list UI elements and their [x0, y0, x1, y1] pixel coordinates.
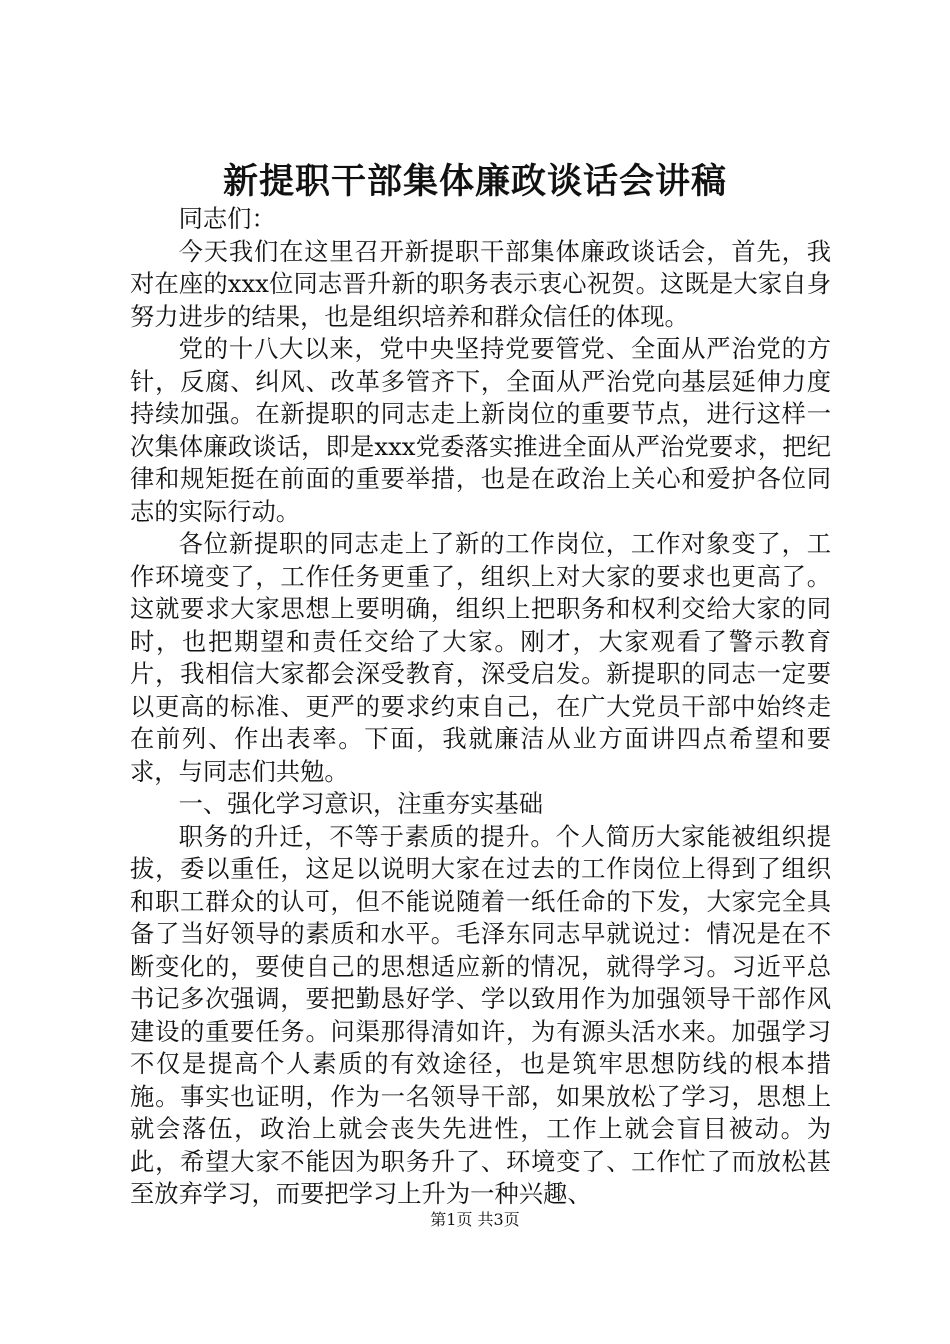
paragraph-2: 党的十八大以来，党中央坚持党要管党、全面从严治党的方针，反腐、纠风、改革多管齐下，全面从严治党向基层延伸力度持续加强。在新提职的同志走上新岗位的重要节点，进行这样一次集体廉政谈话，即是xxx党委落实推进全面从严治党要求，把纪律和规矩挺在前面的重要举措，也是在政治上关心和爱护各位同志的实际行动。 — [130, 334, 831, 526]
section-heading: 一、强化学习意识，注重夯实基础 — [178, 789, 544, 818]
paragraph-1: 今天我们在这里召开新提职干部集体廉政谈话会，首先，我对在座的xxx位同志晋升新的职务表示衷心祝贺。这既是大家自身努力进步的结果，也是组织培养和群众信任的体现。 — [130, 236, 831, 331]
section-paragraph: 职务的升迁，不等于素质的提升。个人简历大家能被组织提拔，委以重任，这足以说明大家在过去的工作岗位上得到了组织和职工群众的认可，但不能说随着一纸任命的下发，大家完全具备了当好领导的素质和水平。毛泽东同志早就说过：情况是在不断变化的，要使自己的思想适应新的情况，就得学习。习近平总书记多次强调，要把勤恳好学、学以致用作为加强领导干部作风建设的重要任务。问渠那得清如许，为有源头活水来。加强学习不仅是提高个人素质的有效途径，也是筑牢思想防线的根本措施。事实也证明，作为一名领导干部，如果放松了学习，思想上就会落伍，政治上就会丧失先进性，工作上就会盲目被动。为此，希望大家不能因为职务升了、环境变了、工作忙了而放松甚至放弃学习，而要把学习上升为一种兴趣、 — [130, 821, 831, 1208]
page-footer: 第1页 共3页 — [430, 1210, 520, 1229]
paragraph-3: 各位新提职的同志走上了新的工作岗位，工作对象变了，工作环境变了，工作任务更重了，组织上对大家的要求也更高了。这就要求大家思想上要明确，组织上把职务和权利交给大家的同时，也把期望和责任交给了大家。刚才，大家观看了警示教育片，我相信大家都会深受教育，深受启发。新提职的同志一定要以更高的标准、更严的要求约束自己，在广大党员干部中始终走在前列、作出表率。下面，我就廉洁从业方面讲四点希望和要求，与同志们共勉。 — [130, 529, 831, 786]
salutation: 同志们： — [178, 204, 276, 233]
document-title: 新提职干部集体廉政谈话会讲稿 — [222, 161, 727, 202]
document-body — [130, 203, 831, 1211]
